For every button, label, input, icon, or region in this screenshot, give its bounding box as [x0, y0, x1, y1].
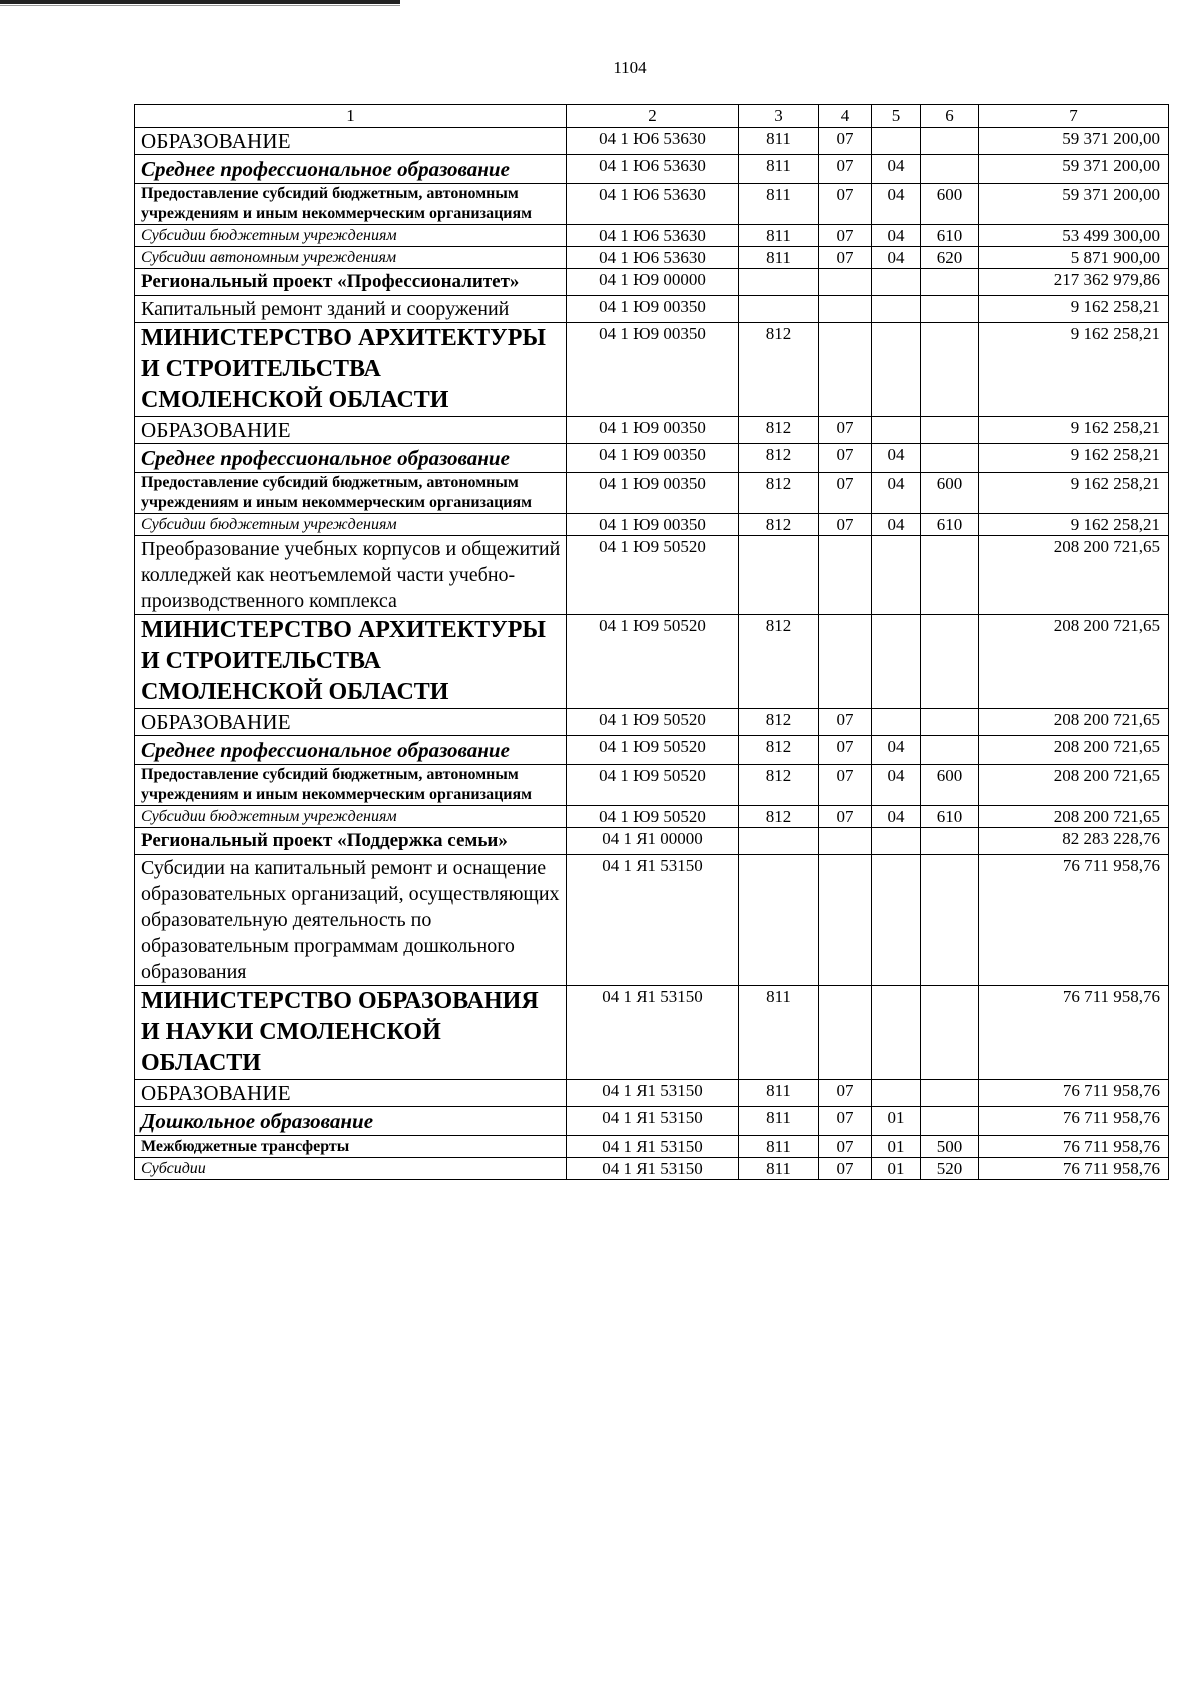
row-name-cell: ОБРАЗОВАНИЕ	[135, 709, 567, 736]
row-code-cell: 04 1 Я1 00000	[567, 828, 739, 855]
row-code-cell: 04 1 Ю9 00350	[567, 444, 739, 473]
row-rz-cell	[819, 828, 872, 855]
row-name-cell: Дошкольное образование	[135, 1107, 567, 1136]
row-pr-cell: 04	[872, 155, 921, 184]
row-pr-cell	[872, 709, 921, 736]
row-name-cell: Субсидии бюджетным учреждениям	[135, 514, 567, 536]
row-rz-cell: 07	[819, 806, 872, 828]
table-row	[135, 615, 1169, 709]
row-code-cell: 04 1 Ю9 00350	[567, 514, 739, 536]
row-vr-cell: 500	[921, 1136, 979, 1158]
scan-top-rule	[0, 0, 400, 4]
row-vr-cell: 520	[921, 1158, 979, 1180]
row-sum-cell: 76 711 958,76	[979, 1136, 1169, 1158]
row-code-cell: 04 1 Я1 53150	[567, 986, 739, 1080]
row-gr-cell: 812	[739, 736, 819, 765]
row-gr-cell: 812	[739, 417, 819, 444]
row-sum-cell: 76 711 958,76	[979, 1158, 1169, 1180]
table-row	[135, 128, 1169, 155]
row-code-cell: 04 1 Ю9 50520	[567, 765, 739, 806]
row-code-cell: 04 1 Ю6 53630	[567, 184, 739, 225]
row-gr-cell	[739, 828, 819, 855]
row-sum-cell: 82 283 228,76	[979, 828, 1169, 855]
row-gr-cell: 812	[739, 473, 819, 514]
row-name-cell: МИНИСТЕРСТВО ОБРАЗОВАНИЯ И НАУКИ СМОЛЕНСКОЙ ОБЛАСТИ	[135, 986, 567, 1080]
header-cell: 4	[819, 105, 872, 128]
row-pr-cell	[872, 323, 921, 417]
row-pr-cell: 04	[872, 247, 921, 269]
row-code-cell: 04 1 Я1 53150	[567, 855, 739, 986]
row-vr-cell	[921, 155, 979, 184]
row-sum-cell: 208 200 721,65	[979, 806, 1169, 828]
row-rz-cell: 07	[819, 225, 872, 247]
table-row	[135, 296, 1169, 323]
row-gr-cell: 811	[739, 184, 819, 225]
row-gr-cell	[739, 269, 819, 296]
row-pr-cell	[872, 269, 921, 296]
row-vr-cell: 600	[921, 765, 979, 806]
row-rz-cell: 07	[819, 1158, 872, 1180]
table-row	[135, 247, 1169, 269]
row-rz-cell: 07	[819, 444, 872, 473]
row-vr-cell: 610	[921, 806, 979, 828]
row-name-cell: Субсидии автономным учреждениям	[135, 247, 567, 269]
row-rz-cell: 07	[819, 736, 872, 765]
table-row	[135, 736, 1169, 765]
row-sum-cell: 5 871 900,00	[979, 247, 1169, 269]
row-sum-cell: 208 200 721,65	[979, 765, 1169, 806]
row-sum-cell: 9 162 258,21	[979, 296, 1169, 323]
row-rz-cell: 07	[819, 155, 872, 184]
row-name-cell: Предоставление субсидий бюджетным, автономным учреждениям и иным некоммерческим организациям	[135, 473, 567, 514]
page-number: 1104	[613, 58, 647, 77]
row-pr-cell: 04	[872, 225, 921, 247]
row-rz-cell: 07	[819, 417, 872, 444]
row-sum-cell: 76 711 958,76	[979, 986, 1169, 1080]
row-sum-cell: 59 371 200,00	[979, 128, 1169, 155]
row-gr-cell: 811	[739, 1158, 819, 1180]
row-pr-cell: 01	[872, 1136, 921, 1158]
row-code-cell: 04 1 Ю9 00350	[567, 417, 739, 444]
row-vr-cell	[921, 128, 979, 155]
row-sum-cell: 208 200 721,65	[979, 536, 1169, 615]
table-row	[135, 765, 1169, 806]
table-row	[135, 536, 1169, 615]
row-rz-cell	[819, 855, 872, 986]
budget-table	[134, 104, 1169, 1180]
row-name-cell: Региональный проект «Поддержка семьи»	[135, 828, 567, 855]
table-row	[135, 1080, 1169, 1107]
header-cell: 3	[739, 105, 819, 128]
row-pr-cell: 04	[872, 765, 921, 806]
row-rz-cell: 07	[819, 709, 872, 736]
row-sum-cell: 76 711 958,76	[979, 1080, 1169, 1107]
scan-top-rule-thin	[0, 5, 400, 6]
row-name-cell: ОБРАЗОВАНИЕ	[135, 1080, 567, 1107]
row-gr-cell: 811	[739, 155, 819, 184]
row-name-cell: Субсидии бюджетным учреждениям	[135, 806, 567, 828]
row-pr-cell	[872, 1080, 921, 1107]
row-sum-cell: 9 162 258,21	[979, 417, 1169, 444]
row-name-cell: МИНИСТЕРСТВО АРХИТЕКТУРЫ И СТРОИТЕЛЬСТВА СМОЛЕНСКОЙ ОБЛАСТИ	[135, 323, 567, 417]
row-code-cell: 04 1 Ю9 00350	[567, 473, 739, 514]
row-sum-cell: 9 162 258,21	[979, 323, 1169, 417]
row-pr-cell: 01	[872, 1107, 921, 1136]
row-pr-cell	[872, 536, 921, 615]
table-row	[135, 184, 1169, 225]
row-sum-cell: 76 711 958,76	[979, 1107, 1169, 1136]
row-gr-cell: 811	[739, 1136, 819, 1158]
row-sum-cell: 9 162 258,21	[979, 444, 1169, 473]
row-rz-cell	[819, 296, 872, 323]
header-cell: 1	[135, 105, 567, 128]
row-pr-cell: 04	[872, 184, 921, 225]
row-name-cell: Преобразование учебных корпусов и общежитий колледжей как неотъемлемой части учебно-производственного комплекса	[135, 536, 567, 615]
row-code-cell: 04 1 Ю9 00350	[567, 323, 739, 417]
row-gr-cell: 811	[739, 1107, 819, 1136]
row-name-cell: Региональный проект «Профессионалитет»	[135, 269, 567, 296]
row-rz-cell	[819, 323, 872, 417]
row-name-cell: Предоставление субсидий бюджетным, автономным учреждениям и иным некоммерческим организациям	[135, 765, 567, 806]
row-rz-cell: 07	[819, 247, 872, 269]
row-gr-cell: 811	[739, 1080, 819, 1107]
header-cell: 5	[872, 105, 921, 128]
row-sum-cell: 59 371 200,00	[979, 184, 1169, 225]
row-rz-cell: 07	[819, 473, 872, 514]
table-row	[135, 514, 1169, 536]
table-row	[135, 417, 1169, 444]
row-sum-cell: 208 200 721,65	[979, 736, 1169, 765]
row-vr-cell	[921, 986, 979, 1080]
row-code-cell: 04 1 Я1 53150	[567, 1107, 739, 1136]
row-name-cell: ОБРАЗОВАНИЕ	[135, 417, 567, 444]
table-row	[135, 155, 1169, 184]
row-name-cell: Капитальный ремонт зданий и сооружений	[135, 296, 567, 323]
row-pr-cell	[872, 296, 921, 323]
row-vr-cell	[921, 1107, 979, 1136]
table-row	[135, 806, 1169, 828]
row-code-cell: 04 1 Ю9 50520	[567, 736, 739, 765]
row-pr-cell	[872, 855, 921, 986]
row-rz-cell: 07	[819, 1080, 872, 1107]
row-vr-cell	[921, 1080, 979, 1107]
row-code-cell: 04 1 Ю9 50520	[567, 806, 739, 828]
row-gr-cell: 812	[739, 323, 819, 417]
table-row	[135, 855, 1169, 986]
row-code-cell: 04 1 Я1 53150	[567, 1136, 739, 1158]
row-vr-cell	[921, 536, 979, 615]
header-cell: 2	[567, 105, 739, 128]
row-sum-cell: 9 162 258,21	[979, 514, 1169, 536]
table-row	[135, 473, 1169, 514]
row-vr-cell	[921, 709, 979, 736]
row-sum-cell: 9 162 258,21	[979, 473, 1169, 514]
row-pr-cell: 04	[872, 514, 921, 536]
row-sum-cell: 208 200 721,65	[979, 615, 1169, 709]
row-rz-cell	[819, 986, 872, 1080]
row-rz-cell	[819, 615, 872, 709]
row-code-cell: 04 1 Я1 53150	[567, 1158, 739, 1180]
row-gr-cell: 812	[739, 444, 819, 473]
table-row	[135, 323, 1169, 417]
table-row	[135, 1158, 1169, 1180]
row-code-cell: 04 1 Ю6 53630	[567, 225, 739, 247]
table-row	[135, 444, 1169, 473]
row-vr-cell: 610	[921, 514, 979, 536]
row-sum-cell: 217 362 979,86	[979, 269, 1169, 296]
row-gr-cell: 811	[739, 128, 819, 155]
table-row	[135, 1136, 1169, 1158]
header-cell: 7	[979, 105, 1169, 128]
row-vr-cell	[921, 828, 979, 855]
row-name-cell: Предоставление субсидий бюджетным, автономным учреждениям и иным некоммерческим организациям	[135, 184, 567, 225]
row-code-cell: 04 1 Ю9 00350	[567, 296, 739, 323]
row-rz-cell	[819, 536, 872, 615]
row-gr-cell	[739, 536, 819, 615]
row-vr-cell	[921, 615, 979, 709]
row-pr-cell: 04	[872, 806, 921, 828]
row-gr-cell	[739, 296, 819, 323]
row-vr-cell	[921, 444, 979, 473]
row-pr-cell: 04	[872, 736, 921, 765]
row-code-cell: 04 1 Ю9 50520	[567, 615, 739, 709]
row-sum-cell: 59 371 200,00	[979, 155, 1169, 184]
row-vr-cell: 600	[921, 184, 979, 225]
row-pr-cell	[872, 128, 921, 155]
row-vr-cell: 610	[921, 225, 979, 247]
row-pr-cell	[872, 986, 921, 1080]
row-vr-cell	[921, 296, 979, 323]
row-rz-cell: 07	[819, 1136, 872, 1158]
budget-table-body	[135, 105, 1169, 1180]
row-code-cell: 04 1 Ю6 53630	[567, 247, 739, 269]
row-pr-cell: 04	[872, 473, 921, 514]
row-code-cell: 04 1 Ю9 50520	[567, 709, 739, 736]
row-gr-cell: 812	[739, 514, 819, 536]
row-name-cell: Среднее профессиональное образование	[135, 155, 567, 184]
table-row	[135, 225, 1169, 247]
row-code-cell: 04 1 Ю6 53630	[567, 155, 739, 184]
row-gr-cell: 811	[739, 986, 819, 1080]
table-row	[135, 1107, 1169, 1136]
row-pr-cell	[872, 615, 921, 709]
row-vr-cell	[921, 417, 979, 444]
row-pr-cell	[872, 417, 921, 444]
row-sum-cell: 76 711 958,76	[979, 855, 1169, 986]
row-vr-cell	[921, 855, 979, 986]
row-code-cell: 04 1 Ю6 53630	[567, 128, 739, 155]
row-rz-cell	[819, 269, 872, 296]
row-gr-cell: 812	[739, 806, 819, 828]
row-vr-cell: 620	[921, 247, 979, 269]
row-gr-cell	[739, 855, 819, 986]
row-code-cell: 04 1 Ю9 00000	[567, 269, 739, 296]
row-gr-cell: 812	[739, 765, 819, 806]
row-code-cell: 04 1 Ю9 50520	[567, 536, 739, 615]
row-vr-cell	[921, 269, 979, 296]
row-gr-cell: 811	[739, 225, 819, 247]
row-gr-cell: 811	[739, 247, 819, 269]
row-name-cell: ОБРАЗОВАНИЕ	[135, 128, 567, 155]
header-row	[135, 105, 1169, 128]
row-name-cell: Субсидии бюджетным учреждениям	[135, 225, 567, 247]
row-sum-cell: 53 499 300,00	[979, 225, 1169, 247]
header-cell: 6	[921, 105, 979, 128]
row-rz-cell: 07	[819, 184, 872, 225]
table-row	[135, 269, 1169, 296]
row-vr-cell	[921, 736, 979, 765]
row-name-cell: МИНИСТЕРСТВО АРХИТЕКТУРЫ И СТРОИТЕЛЬСТВА СМОЛЕНСКОЙ ОБЛАСТИ	[135, 615, 567, 709]
table-row	[135, 709, 1169, 736]
row-pr-cell	[872, 828, 921, 855]
row-rz-cell: 07	[819, 128, 872, 155]
table-row	[135, 828, 1169, 855]
row-pr-cell: 01	[872, 1158, 921, 1180]
row-sum-cell: 208 200 721,65	[979, 709, 1169, 736]
row-pr-cell: 04	[872, 444, 921, 473]
row-code-cell: 04 1 Я1 53150	[567, 1080, 739, 1107]
row-gr-cell: 812	[739, 709, 819, 736]
row-vr-cell: 600	[921, 473, 979, 514]
row-rz-cell: 07	[819, 765, 872, 806]
row-rz-cell: 07	[819, 514, 872, 536]
row-name-cell: Среднее профессиональное образование	[135, 736, 567, 765]
row-vr-cell	[921, 323, 979, 417]
row-rz-cell: 07	[819, 1107, 872, 1136]
row-name-cell: Субсидии	[135, 1158, 567, 1180]
table-row	[135, 986, 1169, 1080]
row-name-cell: Среднее профессиональное образование	[135, 444, 567, 473]
row-gr-cell: 812	[739, 615, 819, 709]
row-name-cell: Субсидии на капитальный ремонт и оснащение образовательных организаций, осуществляющих образовательную деятельность по образовательным программам дошкольного образования	[135, 855, 567, 986]
row-name-cell: Межбюджетные трансферты	[135, 1136, 567, 1158]
